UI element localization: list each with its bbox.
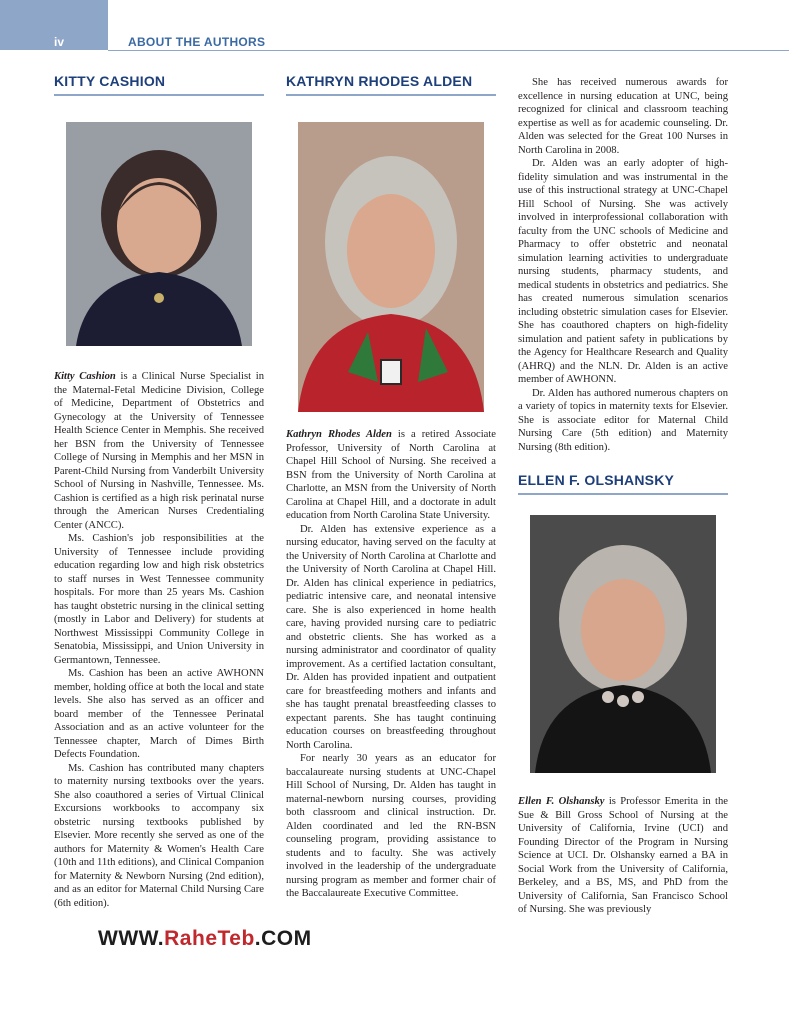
bio-paragraph: Ms. Cashion's job responsibilities at the University of Tennessee include providing education regarding low and high risk obstetrics to staff nurses in West Tennessee community hospitals. For more than 25 years Ms. Cashion has taught obstetric nursing in the clinical setting (mostly in Labor and Delivery) for students at Northwest Mississippi Community College in Senatobia, Mississippi, and Union University in Germantown, Tennessee. bbox=[54, 533, 264, 666]
header-rule bbox=[108, 50, 789, 51]
author-name-heading: KATHRYN RHODES ALDEN bbox=[286, 73, 496, 96]
bio-paragraph: Ms. Cashion has been an active AWHONN member, holding office at both the local and state levels. She also has served as an officer and board member of the Tennessee Perinatal Association and as an active volunteer for the Tennessee chapter, March of Dimes Birth Defects Foundation. bbox=[54, 668, 264, 760]
author-column-alden bbox=[286, 73, 496, 901]
bio-paragraph: Kitty Cashion is a Clinical Nurse Specialist in the Maternal-Fetal Medicine Division, College of Medicine, Department of Obstetrics and Gynecology at the University of Tennessee Health Science Center in Memphis. She received her BSN from the University of Tennessee College of Nursing in Memphis and her MSN in Parent-Child Nursing from Vanderbilt University School of Nursing in Nashville, Tennessee. Ms. Cashion is certified as a high risk perinatal nurse through the American Nurses Credentialing Center (ANCC). bbox=[54, 371, 264, 531]
author-column-cashion bbox=[54, 73, 264, 910]
site-watermark: WWW.RaheTeb.COM bbox=[98, 927, 312, 950]
bio-paragraph: Ellen F. Olshansky is Professor Emerita in the Sue & Bill Gross School of Nursing at the University of California, Irvine (UCI) and Founding Director of the Program in Nursing Science at UCI. Dr. Olshansky earned a BA in Social Work from the University of California, Berkeley, and a BS, MS, and PhD from the University of California, San Francisco School of Nursing. She was previously bbox=[518, 796, 728, 915]
bio-paragraph: For nearly 30 years as an educator for baccalaureate nursing students at UNC-Chapel Hill School of Nursing, Dr. Alden has taught in maternal-newborn nursing courses, providing both classroom and clinical instruction. Dr. Alden coordinated and led the RN-BSN counseling program, providing assistance to students and to faculty. She was actively involved in the leadership of the undergraduate nursing program as member and former chair of the Baccalaureate Executive Committee. bbox=[286, 753, 496, 899]
bio-paragraph: Dr. Alden has authored numerous chapters on a variety of topics in maternity texts for Elsevier. She is associate editor for Maternal Child Nursing Care (5th edition) and Maternity Nursing (8th edition). bbox=[518, 387, 728, 453]
portrait-photo-cashion bbox=[66, 122, 252, 346]
bio-paragraph: Ms. Cashion has contributed many chapters to maternity nursing textbooks over the years. She also coauthored a series of Virtual Clinical Excursions workbooks to accompany six obstetric nursing textbooks published by Elsevier. More recently she served as one of the authors for Maternity & Women's Health Care (10th and 11th editions), and Clinical Companion for Maternity & Newborn Nursing (2nd edition), and as an editor for Maternal Child Nursing Care (6th edition). bbox=[54, 762, 264, 909]
author-name-heading: ELLEN F. OLSHANSKY bbox=[518, 472, 728, 495]
page-number: iv bbox=[54, 35, 65, 49]
author-column-olshansky bbox=[518, 76, 728, 917]
bio-paragraph: Kathryn Rhodes Alden is a retired Associate Professor, University of North Carolina at Chapel Hill School of Nursing. She received a BSN from the University of North Carolina at Charlotte, an MSN from the University of North Carolina at Chapel Hill, and a doctorate in adult education from North Carolina State University. bbox=[286, 429, 496, 521]
portrait-photo-olshansky bbox=[530, 515, 716, 773]
author-name-heading: KITTY CASHION bbox=[54, 73, 264, 96]
portrait-photo-alden bbox=[298, 122, 484, 412]
bio-paragraph: Dr. Alden was an early adopter of high-fidelity simulation and was instrumental in the use of this instructional strategy at UNC-Chapel Hill School of Nursing. She was actively involved in interprofessional collaboration with faculty from the UNC schools of Medicine and Pharmacy to offer obstetric and neonatal simulation learning activities to undergraduate nursing students, pharmacy students, and medical students in obstetrics and pediatrics. She has created numerous simulation scenarios including obstetric simulation cases for Elsevier. She has coauthored chapters on high-fidelity simulation and patient safety in publications by the Agency for Healthcare Research and Quality (AHRQ) and the NLN. Dr. Alden is an active member of AWHONN. bbox=[518, 158, 728, 385]
bio-paragraph: She has received numerous awards for excellence in nursing education at UNC, being recognized for clinical and classroom teaching expertise as well as for academic counseling. Dr. Alden was selected for the Great 100 Nurses in North Carolina in 2008. bbox=[518, 77, 728, 156]
bio-paragraph: Dr. Alden has extensive experience as a nursing educator, having served on the faculty at the University of North Carolina at Charlotte and the University of North Carolina at Chapel Hill. Dr. Alden has clinical experience in pediatrics, pediatric intensive care, and neonatal intensive care. She is also experienced in home health care, having provided nursing care to pediatric and obstetric clients. She has worked as a nursing administrator and coordinator of quality improvement. As a certified lactation consultant, Dr. Alden has provided inpatient and outpatient care for breastfeeding mothers and infants and she has taught prenatal breastfeeding classes to expectant parents. She has taught continuing education courses on breastfeeding throughout North Carolina. bbox=[286, 523, 496, 751]
running-head: ABOUT THE AUTHORS bbox=[128, 35, 266, 49]
